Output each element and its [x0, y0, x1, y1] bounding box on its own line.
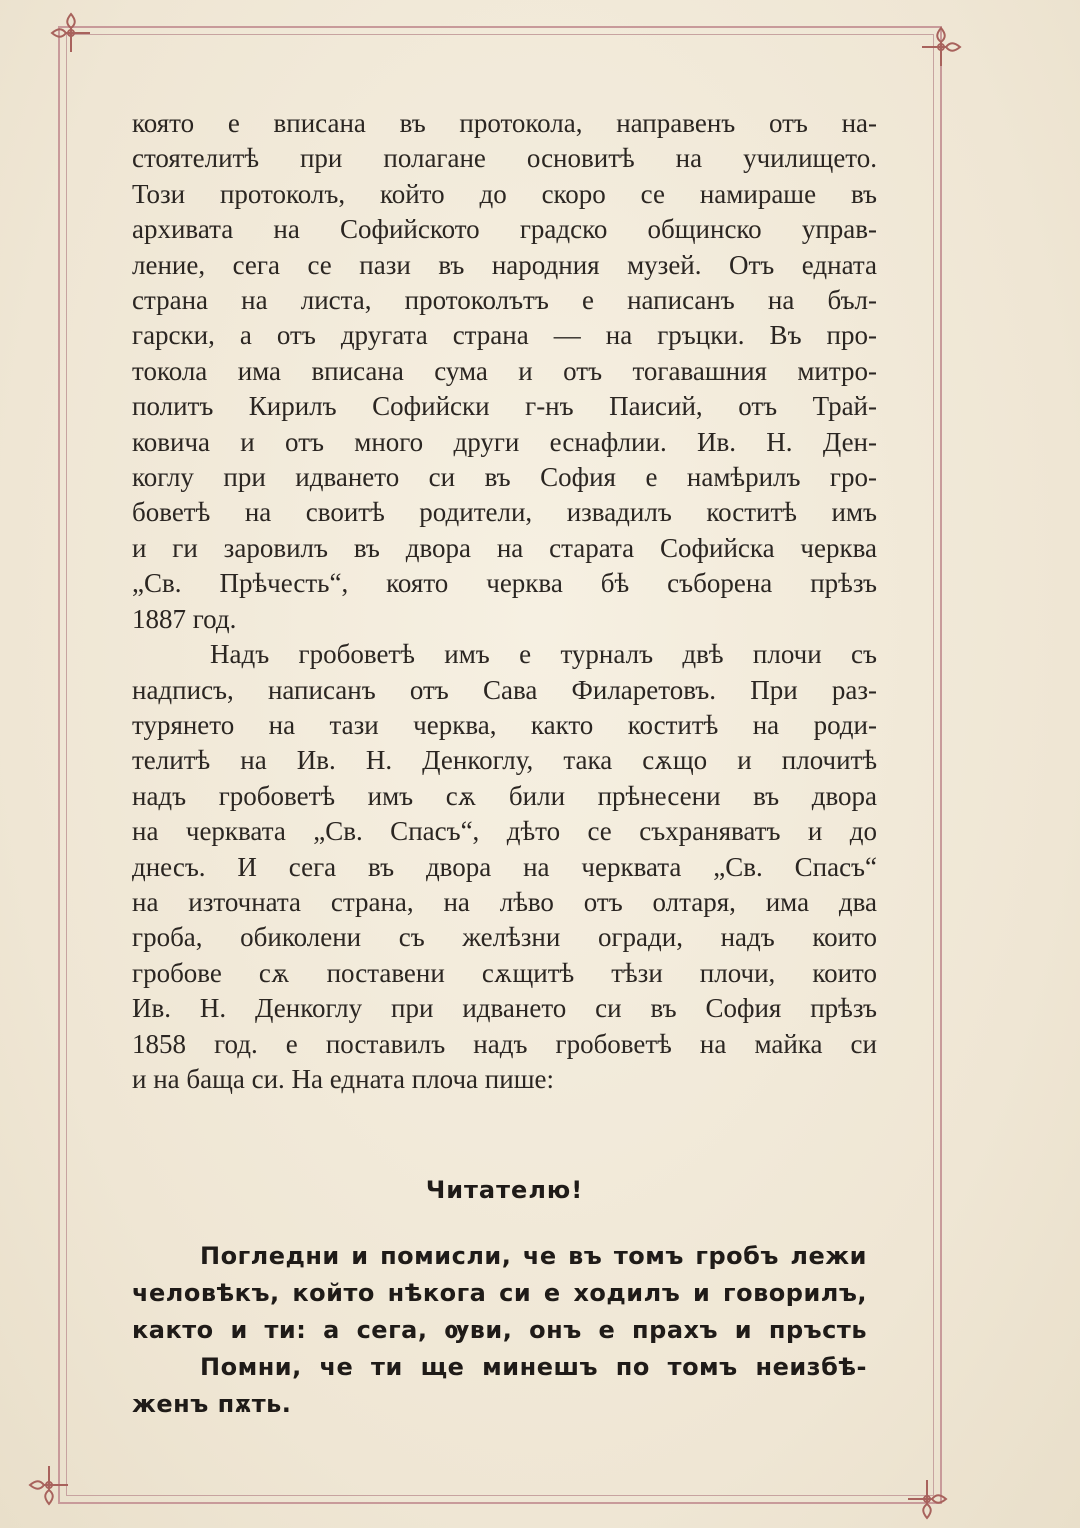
text-line: която е вписана въ протокола, направенъ отъ на- — [132, 108, 877, 138]
text-line: гарски, а отъ другата страна — на гръцки. Въ про- — [132, 320, 877, 351]
inscription-line: Погледни и помисли, че въ томъ гробъ лежи — [200, 1242, 867, 1270]
inscription-line: както и ти: а сега, ѹви, онъ е прахъ и пръсть — [132, 1316, 867, 1344]
text-line: Този протоколъ, който до скоро се намираше въ — [132, 178, 877, 209]
text-line: „Св. Прѣчесть“, която черква бѣ съборена прѣзъ — [132, 568, 877, 599]
text-line: ление, сега се пази въ народния музей. Отъ едната — [132, 249, 877, 280]
text-line: гробове сѫ поставени сѫщитѣ тѣзи плочи, които — [132, 957, 877, 988]
text-line: токола има вписана сума и отъ тогавашния митро- — [132, 355, 877, 386]
text-line: коглу при идването си въ София е намѣрилъ гро- — [132, 462, 877, 493]
text-line: политъ Кирилъ Софийски г-нъ Паисий, отъ Трай- — [132, 391, 877, 422]
text-line: надписъ, написанъ отъ Сава Филаретовъ. При раз- — [132, 674, 877, 705]
text-line: ковича и отъ много други еснафлии. Ив. Н. Ден- — [132, 426, 877, 457]
text-line: гроба, обиколени съ желѣзни огради, надъ които — [132, 922, 877, 953]
corner-ornament-icon — [48, 10, 94, 56]
inscription-heading: Читателю! — [425, 1176, 584, 1204]
text-line: стоятелитѣ при полагане основитѣ на училището. — [132, 143, 877, 174]
text-line: 1887 год. — [132, 603, 237, 634]
inscription-line: человѣкъ, който нѣкога си е ходилъ и говорилъ, — [132, 1279, 867, 1307]
inscription-line: женъ пѫть. — [132, 1390, 292, 1418]
inscription-line: Помни, че ти ще минешъ по томъ неизбѣ- — [200, 1353, 867, 1381]
text-line: Надъ гробоветѣ имъ е турналъ двѣ плочи съ — [210, 639, 877, 670]
corner-ornament-icon — [904, 1476, 950, 1522]
corner-ornament-icon — [918, 24, 964, 70]
text-line: турянето на тази черква, както коститѣ на роди- — [132, 709, 877, 740]
text-line: телитѣ на Ив. Н. Денкоглу, така сѫщо и плочитѣ — [132, 745, 877, 776]
corner-ornament-icon — [26, 1462, 72, 1508]
text-line: архивата на Софийското градско общинско управ- — [132, 214, 877, 245]
text-line: надъ гробоветѣ имъ сѫ били прѣнесени въ двора — [132, 780, 877, 811]
text-line: страна на листа, протоколътъ е написанъ на бъл- — [132, 285, 877, 316]
text-line: Ив. Н. Денкоглу при идването си въ София прѣзъ — [132, 993, 877, 1024]
inscription-text — [132, 1238, 867, 1423]
text-line: на черквата „Св. Спасъ“, дѣто се съхраняватъ и до — [132, 816, 877, 847]
text-line: и на баща си. На едната плоча пише: — [132, 1063, 554, 1094]
text-line: днесъ. И сега въ двора на черквата „Св. Спасъ“ — [132, 851, 877, 882]
text-line: на източната страна, на лѣво отъ олтаря, има два — [132, 886, 877, 917]
text-line: и ги заровилъ въ двора на старата Софийска черква — [132, 532, 877, 563]
text-line: 1858 год. е поставилъ надъ гробоветѣ на майка си — [132, 1028, 877, 1059]
text-line: боветѣ на своитѣ родители, извадилъ коститѣ имъ — [132, 497, 877, 528]
body-text — [132, 106, 877, 1097]
